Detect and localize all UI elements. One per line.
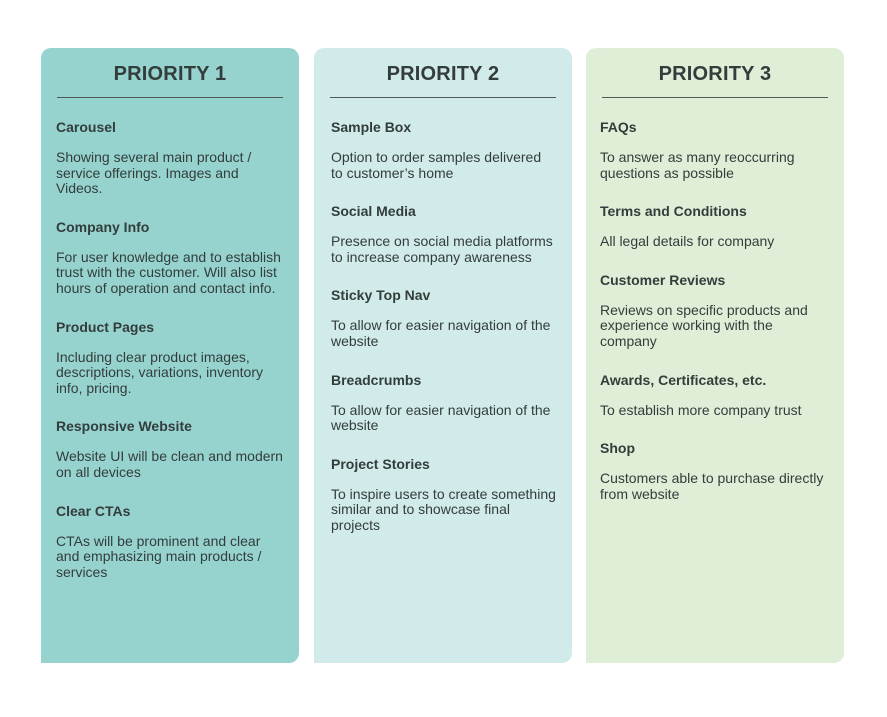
list-item	[56, 119, 283, 197]
list-item	[331, 287, 556, 349]
priority-1-title: PRIORITY 1	[113, 63, 227, 85]
priority-2-list	[331, 119, 556, 534]
item-description: Reviews on specific products and experience working with the company	[600, 301, 808, 349]
item-description: Customers able to purchase directly from website	[600, 470, 824, 502]
priority-1-list	[56, 119, 283, 580]
priority-3-title: PRIORITY 3	[658, 63, 772, 85]
priority-3-list	[600, 119, 828, 502]
item-title: Customer Reviews	[600, 271, 726, 288]
item-title: Project Stories	[331, 455, 430, 472]
list-item	[56, 319, 283, 397]
list-item	[600, 203, 828, 250]
item-description: To allow for easier navigation of the website	[331, 317, 551, 349]
item-description: Presence on social media platforms to increase company awareness	[331, 233, 553, 265]
item-title: Responsive Website	[56, 418, 192, 435]
item-title: Clear CTAs	[56, 502, 131, 519]
list-item	[331, 119, 556, 181]
item-description: All legal details for company	[600, 233, 775, 250]
item-description: Option to order samples delivered to customer’s home	[331, 149, 542, 181]
item-title: Product Pages	[56, 318, 155, 335]
item-description: Website UI will be clean and modern on all devices	[56, 448, 283, 480]
list-item	[600, 440, 828, 502]
item-description: Including clear product images, descriptions, variations, inventory info, pricing.	[56, 348, 263, 396]
item-description: For user knowledge and to establish trust with the customer. Will also list hours of operation and contact info.	[56, 248, 281, 296]
priority-1-divider	[57, 97, 283, 98]
item-title: Breadcrumbs	[331, 371, 422, 388]
item-title: Terms and Conditions	[600, 203, 747, 220]
item-title: FAQs	[600, 119, 637, 135]
item-description: To allow for easier navigation of the website	[331, 401, 551, 434]
priority-1-column	[41, 48, 299, 663]
item-title: Sample Box	[331, 119, 412, 135]
item-title: Social Media	[331, 203, 416, 220]
priority-2-divider	[330, 97, 556, 98]
list-item	[600, 272, 828, 350]
item-title: Sticky Top Nav	[331, 287, 431, 304]
item-description: CTAs will be prominent and clear and emphasizing main products / services	[56, 532, 262, 580]
list-item	[331, 456, 556, 534]
list-item	[600, 119, 828, 181]
list-item	[56, 418, 283, 480]
item-description: Showing several main product / service offerings. Images and Videos.	[56, 149, 252, 197]
item-description: To answer as many reoccurring questions as possible	[600, 149, 795, 181]
item-title: Carousel	[56, 119, 116, 135]
item-title: Shop	[600, 440, 635, 457]
priority-3-divider	[602, 97, 828, 98]
priority-2-title: PRIORITY 2	[386, 63, 500, 85]
item-description: To establish more company trust	[600, 401, 802, 418]
list-item	[331, 372, 556, 434]
item-description: To inspire users to create something similar and to showcase final projects	[331, 485, 556, 533]
item-title: Company Info	[56, 218, 150, 235]
priority-3-column	[586, 48, 844, 663]
list-item	[56, 503, 283, 581]
list-item	[331, 203, 556, 265]
item-title: Awards, Certificates, etc.	[600, 371, 767, 388]
list-item	[600, 372, 828, 419]
list-item	[56, 219, 283, 297]
priority-2-column	[314, 48, 572, 663]
